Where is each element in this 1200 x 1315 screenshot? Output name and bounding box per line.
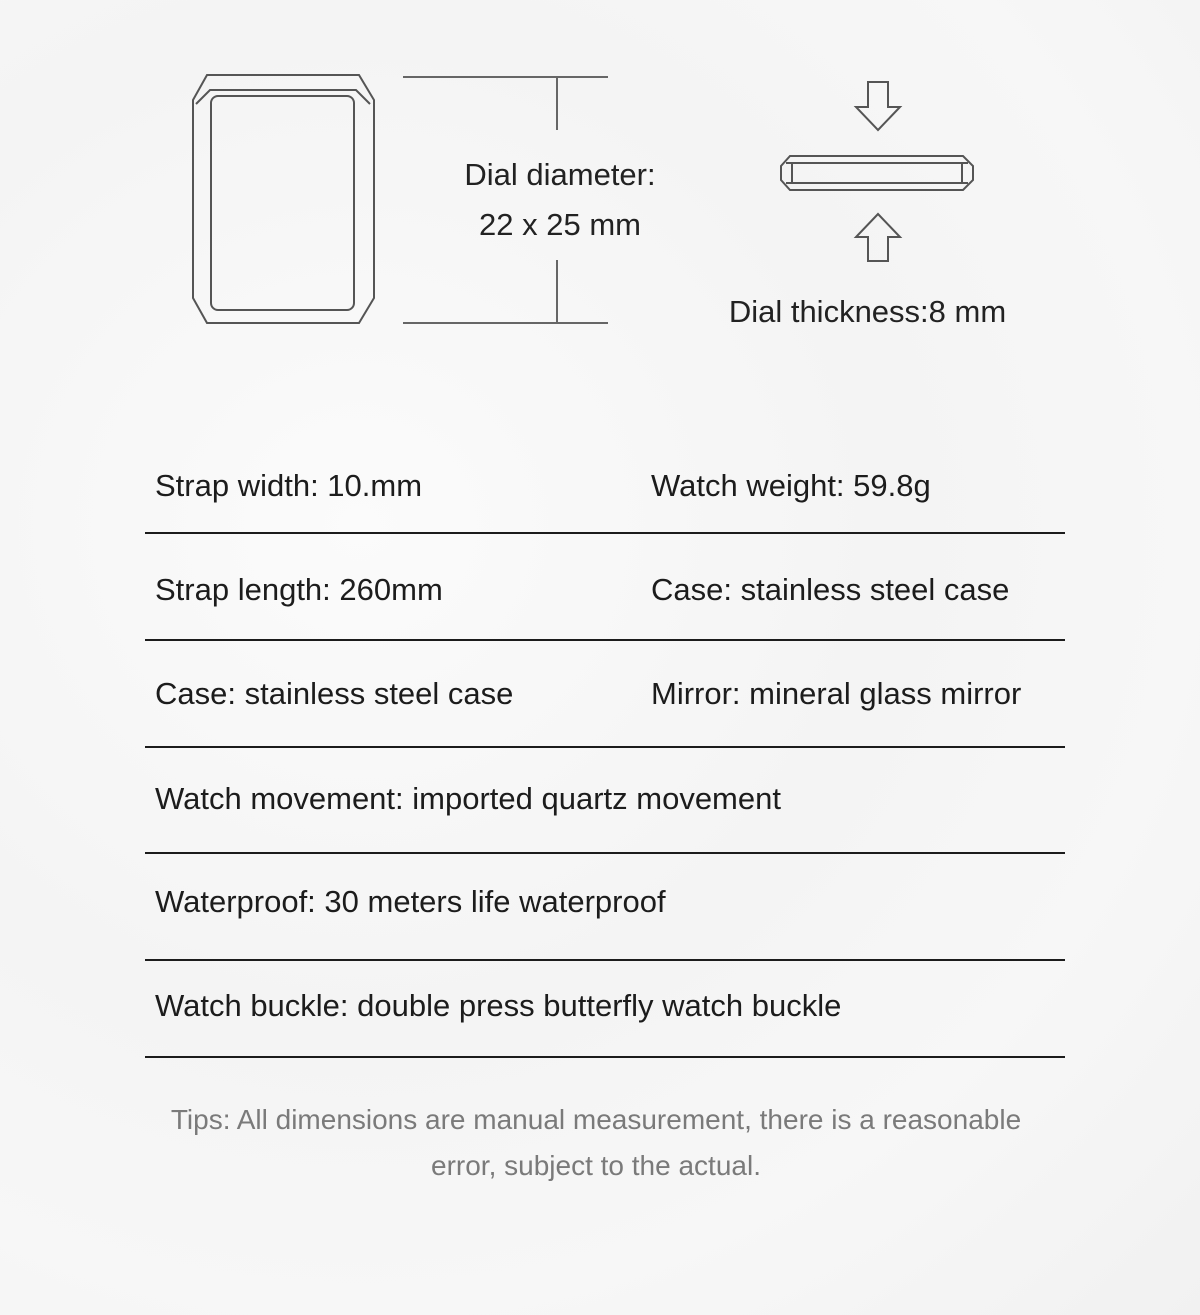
spec-case-material: Case: stainless steel case — [155, 676, 514, 711]
spec-table — [145, 433, 1065, 1058]
spec-row — [145, 534, 1065, 641]
spec-waterproof: Waterproof: 30 meters life waterproof — [155, 884, 666, 919]
watch-side-profile-icon — [781, 156, 973, 190]
arrow-up-icon — [856, 214, 900, 261]
spec-row — [145, 854, 1065, 961]
spec-strap-length: Strap length: 260mm — [155, 572, 443, 607]
spec-row — [145, 748, 1065, 854]
spec-row — [145, 961, 1065, 1058]
spec-mirror: Mirror: mineral glass mirror — [651, 676, 1022, 711]
spec-row — [145, 641, 1065, 748]
arrow-down-icon — [856, 82, 900, 130]
watch-face-outline-icon — [193, 75, 374, 323]
spec-watch-buckle: Watch buckle: double press butterfly watch buckle — [155, 988, 842, 1023]
tips-line-1: Tips: All dimensions are manual measurement, there is a reasonable — [170, 1104, 1022, 1135]
dial-diameter-value: 22 x 25 mm — [479, 207, 641, 242]
spec-watch-movement: Watch movement: imported quartz movement — [155, 781, 781, 816]
tips-note — [140, 1097, 1052, 1189]
dial-thickness-text: Dial thickness:8 mm — [728, 294, 1007, 329]
spec-case: Case: stainless steel case — [651, 572, 1010, 607]
dial-diameter-label: Dial diameter: — [464, 157, 656, 192]
dial-diameter-text — [420, 150, 700, 250]
spec-watch-weight: Watch weight: 59.8g — [651, 468, 931, 503]
spec-row — [145, 433, 1065, 534]
spec-strap-width: Strap width: 10.mm — [155, 468, 423, 503]
tips-line-2: error, subject to the actual. — [431, 1150, 761, 1181]
